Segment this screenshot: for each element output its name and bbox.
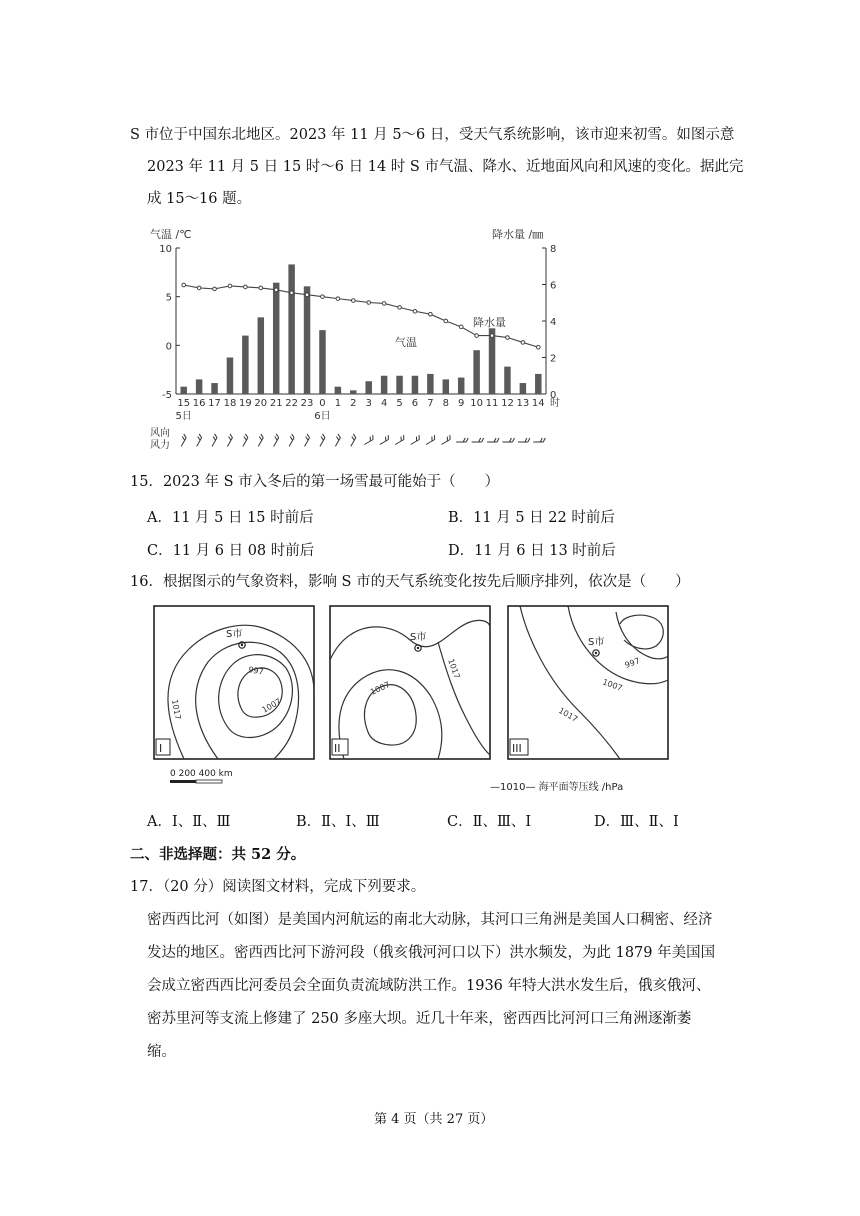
q16-option-b[interactable]: B．Ⅱ、Ⅰ、Ⅲ (296, 814, 380, 830)
precip-bar (196, 379, 202, 394)
wind-barb-shaft (395, 440, 404, 445)
y-right-tick-label: 4 (550, 317, 557, 328)
panel-label-3: III (512, 742, 522, 755)
q15-option-d[interactable]: D．11 月 6 日 13 时前后 (448, 543, 616, 559)
wind-barb-feather (214, 434, 218, 438)
q15-option-c[interactable]: C．11 月 6 日 08 时前后 (147, 543, 315, 559)
wind-barb-feather (433, 435, 437, 439)
precip-bar (273, 283, 279, 394)
wind-barb-feather (540, 438, 542, 442)
y-left-tick-label: 10 (159, 244, 172, 255)
wind-barbs (178, 434, 546, 446)
temperature-point (490, 334, 494, 338)
precip-bar (288, 264, 294, 394)
wind-barb-feather (260, 434, 264, 438)
wind-barb-icon (255, 434, 264, 446)
wind-barb-icon (239, 434, 248, 446)
wind-barb-shaft (380, 440, 389, 445)
wind-barb-feather (198, 434, 202, 438)
wind-barb-feather (543, 438, 545, 442)
temperature-point (274, 288, 278, 292)
wind-barb-icon (193, 434, 202, 446)
precip-bar (227, 358, 233, 395)
precip-bar (381, 376, 387, 394)
y-left-tick-label: 0 (165, 341, 172, 353)
q16-stem: 16．根据图示的气象资料，影响 S 市的天气系统变化按先后顺序排列，依次是（ ） (130, 574, 690, 590)
temperature-point (244, 285, 248, 289)
x-tick-label: 10 (470, 398, 483, 409)
precip-bar (473, 350, 479, 394)
iso-997-1: 997 (247, 665, 265, 677)
x-tick-labels (176, 396, 560, 422)
intro-line-2: 2023 年 11 月 5 日 15 时～6 日 14 时 S 市气温、降水、近地面风向和风速的变化。据此完 (147, 159, 744, 175)
x-tick-label: 16 (192, 398, 206, 409)
temperature-point (351, 299, 355, 303)
wind-barb-icon (286, 434, 295, 446)
wind-barb-feather (291, 434, 295, 438)
iso-1017-2: 1017 (446, 657, 462, 680)
q15-option-b[interactable]: B．11 月 5 日 22 时前后 (448, 510, 615, 526)
temperature-point (197, 286, 201, 290)
wind-barb-icon (224, 434, 233, 446)
wind-force-label: 风力 (150, 440, 170, 451)
wind-barb-feather (497, 438, 499, 442)
temperature-point (444, 319, 448, 323)
panel-label-2: II (334, 742, 341, 755)
precip-bar (365, 381, 371, 394)
wind-barb-icon (316, 434, 325, 446)
temperature-point (305, 293, 309, 297)
x-tick-label: 2 (350, 398, 357, 409)
iso-997-3: 997 (623, 656, 642, 670)
wind-barb-feather (463, 438, 465, 442)
precip-bar (489, 328, 495, 394)
precip-bar (427, 374, 433, 394)
map-panel-3 (508, 606, 668, 759)
x-tick-label: 9 (458, 398, 465, 409)
day-label: 5日 (175, 411, 192, 422)
temperature-point (398, 306, 402, 310)
wind-barb-icon (393, 435, 405, 444)
y-right-tick-label: 2 (550, 353, 557, 365)
isobar-legend: —1010— 海平面等压线 /hPa (490, 782, 624, 793)
iso-1017-3: 1017 (557, 705, 580, 724)
isobar-maps (148, 600, 698, 795)
wind-barb-shaft (364, 440, 373, 445)
x-tick-label: 7 (427, 398, 434, 409)
temperature-point (182, 283, 186, 287)
wind-barb-icon (409, 435, 421, 444)
q16-option-d[interactable]: D．Ⅲ、Ⅱ、Ⅰ (594, 814, 679, 830)
q16-option-c[interactable]: C．Ⅱ、Ⅲ、Ⅰ (447, 814, 532, 830)
x-tick-label: 1 (334, 398, 342, 409)
wind-barb-feather (525, 438, 527, 442)
temperature-point (336, 297, 340, 301)
precip-bar (535, 374, 541, 394)
x-tick-label: 17 (208, 398, 221, 409)
temperature-point (536, 345, 540, 349)
temperature-point (259, 286, 263, 290)
wind-barb-icon (378, 435, 390, 444)
precip-bars (180, 264, 541, 394)
intro-line-1: S 市位于中国东北地区。2023 年 11 月 5～6 日，受天气系统影响，该市迎来初雪。如图示意 (130, 127, 735, 143)
temperature-point (213, 287, 217, 291)
wind-barb-feather (337, 434, 341, 438)
precip-bar (443, 379, 449, 394)
wind-barb-feather (509, 438, 511, 442)
precip-bar (319, 330, 325, 394)
precip-bar (504, 367, 510, 394)
wind-barb-feather (528, 438, 530, 442)
x-tick-label: 8 (442, 398, 449, 409)
precip-bar (520, 383, 526, 394)
temperature-point (228, 284, 232, 288)
wind-barb-feather (448, 435, 452, 439)
temperature-point (459, 325, 463, 329)
x-tick-label: 19 (239, 398, 252, 409)
wind-barb-icon (439, 435, 451, 444)
y-left-tick-label: 5 (165, 292, 172, 304)
city-label-3: S市 (588, 637, 605, 648)
x-tick-label: 14 (531, 398, 545, 409)
wind-barb-icon (472, 438, 484, 442)
precip-label: 降水量 (473, 316, 506, 329)
wind-direction-label: 风向 (150, 428, 170, 439)
x-tick-label: 0 (319, 398, 326, 409)
day-label: 6日 (314, 411, 331, 422)
wind-barb-icon (518, 438, 530, 442)
x-tick-label: 4 (380, 398, 388, 409)
x-tick-label: 20 (254, 398, 268, 409)
wind-barb-feather (275, 434, 279, 438)
temperature-point (413, 309, 417, 313)
iso-1007-3: 1007 (601, 677, 624, 693)
wind-barb-feather (482, 438, 484, 442)
iso-1007-2: 1007 (369, 680, 392, 697)
wind-barb-shaft (441, 440, 450, 445)
precip-bar (396, 376, 402, 394)
wind-barb-icon (209, 434, 218, 446)
precip-bar (211, 383, 217, 394)
wind-barb-icon (502, 438, 514, 442)
wind-barb-feather (479, 438, 481, 442)
wind-barb-icon (362, 435, 374, 444)
x-tick-label: 23 (300, 398, 314, 409)
svg-text:0 200 400 km: 0 200 400 km (170, 769, 233, 779)
wind-barb-icon (424, 435, 436, 444)
y-right-tick-label: 8 (550, 244, 557, 255)
x-tick-label: 12 (501, 398, 514, 409)
y-left-label: 气温 /℃ (150, 228, 192, 241)
wind-barb-shaft (426, 440, 435, 445)
precip-bar (350, 390, 356, 394)
x-tick-label: 13 (516, 398, 530, 409)
wind-barb-feather (352, 434, 356, 438)
wind-barb-feather (466, 438, 468, 442)
wind-barb-icon (332, 434, 341, 446)
precip-bar (304, 286, 310, 394)
wind-barb-icon (178, 434, 187, 446)
q17-paragraph-line-2: 发达的地区。密西西比河下游河段（俄亥俄河河口以下）洪水频发，为此 1879 年美国国 (147, 945, 716, 961)
temperature-point (321, 295, 325, 299)
map-scale (170, 769, 233, 783)
map-panel-1 (154, 606, 314, 759)
wind-barb-feather (417, 435, 421, 439)
x-tick-label: 3 (365, 398, 372, 409)
city-label-1: S市 (226, 629, 243, 640)
temperature-point (382, 302, 386, 306)
y-left-tick-label: -5 (162, 390, 172, 401)
precip-bar (180, 387, 186, 394)
x-unit-label: 时 (550, 398, 560, 409)
x-tick-label: 18 (223, 398, 237, 409)
temperature-point (521, 341, 525, 345)
wind-barb-icon (487, 438, 499, 442)
x-tick-label: 6 (411, 398, 419, 409)
y-right-tick-label: 6 (550, 280, 557, 292)
precip-bar (412, 376, 418, 394)
q17-paragraph-line-3: 会成立密西西比河委员会全面负责流域防洪工作。1936 年特大洪水发生后，俄亥俄河、 (147, 978, 711, 994)
wind-barb-icon (270, 434, 279, 446)
temperature-point (429, 312, 433, 316)
y-right-label: 降水量 /㎜ (492, 228, 544, 241)
wind-barb-feather (386, 435, 390, 439)
x-tick-label: 21 (269, 398, 283, 409)
q17-paragraph-line-4: 密苏里河等支流上修建了 250 多座大坝。近几十年来，密西西比河河口三角洲逐渐萎 (147, 1011, 692, 1027)
x-tick-label: 11 (485, 398, 499, 409)
section-2-heading: 二、非选择题：共 52 分。 (130, 846, 306, 863)
wind-barb-feather (321, 434, 325, 438)
q16-option-a[interactable]: A．Ⅰ、Ⅱ、Ⅲ (147, 814, 231, 830)
weather-chart (140, 222, 560, 452)
wind-barb-feather (402, 435, 406, 439)
precip-bar (258, 317, 264, 394)
temperature-point (506, 336, 510, 340)
temperature-point (475, 334, 479, 338)
temperature-label: 气温 (395, 336, 417, 349)
wind-barb-feather (371, 435, 375, 439)
wind-barb-shaft (411, 440, 420, 445)
wind-barb-icon (533, 438, 545, 442)
wind-barb-feather (306, 434, 310, 438)
wind-barb-icon (301, 434, 310, 446)
map-panel-2 (330, 606, 490, 759)
wind-barb-feather (183, 434, 187, 438)
city-label-2: S市 (410, 632, 427, 643)
precip-bar (458, 378, 464, 394)
wind-barb-feather (494, 438, 496, 442)
x-tick-label: 15 (177, 398, 191, 409)
wind-barb-feather (512, 438, 514, 442)
y-right-tick-label: 0 (550, 390, 557, 401)
precip-bar (335, 387, 341, 394)
temperature-point (367, 301, 371, 305)
q17-stem: 17．（20 分）阅读图文材料，完成下列要求。 (130, 879, 426, 895)
wind-barb-icon (456, 438, 468, 442)
q15-option-a[interactable]: A．11 月 5 日 15 时前后 (147, 510, 314, 526)
wind-barb-feather (244, 434, 248, 438)
iso-1007-1: 1007 (260, 696, 283, 715)
wind-barb-feather (229, 434, 233, 438)
intro-line-3: 成 15～16 题。 (147, 191, 252, 207)
panel-label-1: I (159, 742, 163, 755)
iso-1017-1: 1017 (170, 698, 183, 721)
q17-paragraph-line-5: 缩。 (147, 1044, 176, 1060)
temperature-point (290, 291, 294, 295)
x-tick-label: 22 (285, 398, 298, 409)
q17-paragraph-line-1: 密西西比河（如图）是美国内河航运的南北大动脉，其河口三角洲是美国人口稠密、经济 (147, 912, 713, 928)
wind-barb-icon (347, 434, 356, 446)
precip-bar (242, 336, 248, 394)
q15-stem: 15．2023 年 S 市入冬后的第一场雪最可能始于（ ） (130, 474, 500, 490)
page-footer: 第 4 页（共 27 页） (374, 1112, 494, 1127)
x-tick-label: 5 (396, 398, 403, 409)
